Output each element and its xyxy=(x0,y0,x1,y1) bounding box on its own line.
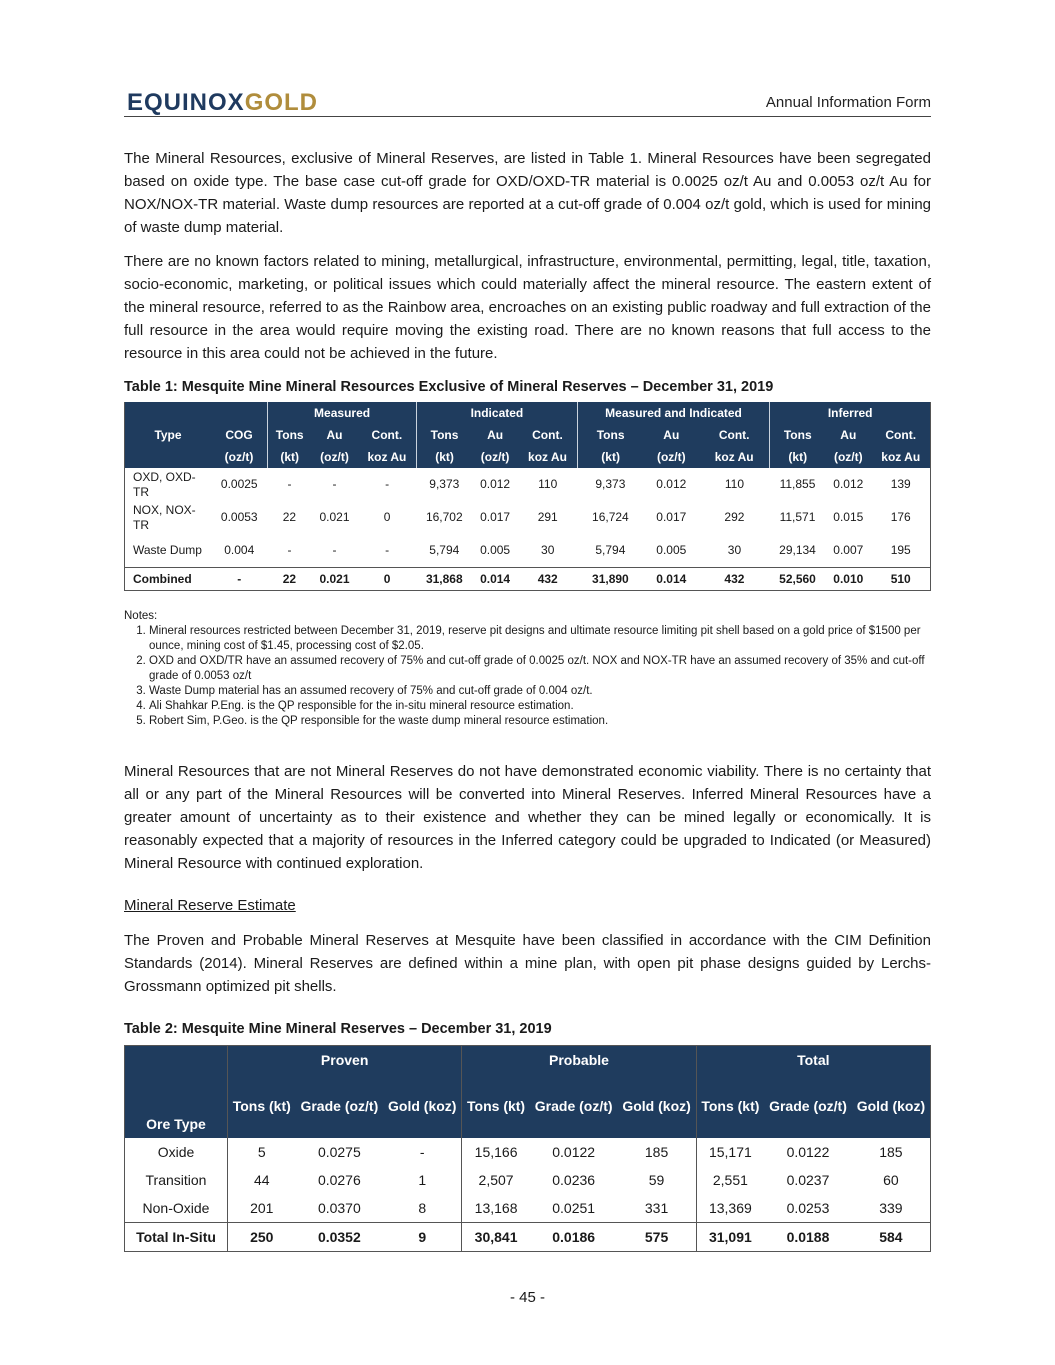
col-unit: (oz/t) xyxy=(472,446,518,468)
paragraph-resources-intro: The Mineral Resources, exclusive of Mineral Reserves, are listed in Table 1. Mineral Resources have been segregated based on oxide type. The base case cut-off grade for OXD/OXD-TR material is 0.0025 oz/t Au and 0.0053 oz/t Au for NOX/NOX-TR material. Waste dump resources are reported at a cut-off grade of 0.004 oz/t gold, which is used for mining of waste dump material. xyxy=(124,150,931,236)
col-unit: (oz/t) xyxy=(644,446,699,468)
table-cell: 0.005 xyxy=(656,543,687,557)
document-title: Annual Information Form xyxy=(765,94,931,111)
table-cell: 0.0122 xyxy=(786,1143,830,1160)
mineral-reserves-table xyxy=(124,1045,931,1252)
table-cell: 60 xyxy=(883,1171,899,1188)
table-row xyxy=(125,468,931,501)
table-row xyxy=(125,501,931,534)
table-cell: 0.0188 xyxy=(764,1222,852,1251)
table-cell: 0.0275 xyxy=(317,1143,361,1160)
col-unit: (oz/t) xyxy=(825,446,871,468)
table-cell: - xyxy=(332,477,337,491)
table-cell: - xyxy=(287,543,292,557)
table-cell: 432 xyxy=(518,568,577,591)
table-cell: 110 xyxy=(724,477,745,491)
col-unit: koz Au xyxy=(699,446,770,468)
group-total: Total xyxy=(696,1046,930,1076)
table-cell: 16,702 xyxy=(425,510,463,524)
paragraph-reserve-classification: The Proven and Probable Mineral Reserves at Mesquite have been classified in accordance with the CIM Definition Standards (2014). Mineral Reserves are defined within a mine plan, with open pit phase designs guided by Lerchs-Grossmann optimized pit shells. xyxy=(124,932,931,995)
equinox-gold-logo: EQUINOXGOLD xyxy=(127,89,319,116)
note-item: 5. Robert Sim, P.Geo. is the QP responsible for the waste dump mineral resource estimation. xyxy=(149,714,931,729)
col-name: Au xyxy=(825,424,871,446)
col-unit: (kt) xyxy=(417,446,472,468)
section-subheading: Mineral Reserve Estimate xyxy=(124,897,296,914)
table2-caption: Table 2: Mesquite Mine Mineral Reserves – December 31, 2019 xyxy=(124,1021,552,1037)
table-cell: 195 xyxy=(890,543,911,557)
note-item: 4. Ali Shahkar P.Eng. is the QP responsible for the in-situ mineral resource estimation. xyxy=(149,699,931,714)
col-unit: koz Au xyxy=(871,446,930,468)
group-proven: Proven xyxy=(228,1046,462,1076)
col-name: Cont. xyxy=(871,424,930,446)
row-type: NOX, NOX-TR xyxy=(133,502,196,532)
table-row xyxy=(125,1166,931,1194)
table-cell: 9,373 xyxy=(429,477,460,491)
table-cell: 0.010 xyxy=(825,568,871,591)
note-item: 1. Mineral resources restricted between December 31, 2019, reserve pit designs and ultimate resource limiting pit shell based on a gold price of $1500 per ounce, mining cost of $1.45, processing cost of $2.05. xyxy=(149,624,931,654)
col-unit: (oz/t) xyxy=(311,446,357,468)
column-header: Grade (oz/t) xyxy=(530,1076,618,1138)
paragraph-resources-caveat: Mineral Resources that are not Mineral Reserves do not have demonstrated economic viability. There is no certainty that all or any part of the Mineral Resources will be converted into Mineral Reserves. Inferred Mineral Resources have a greater amount of uncertainty as to their existence and whether they can be mined legally or economically. It is reasonably expected that a majority of resources in the Inferred category could be upgraded to Indicated (or Measured) Mineral Resource with continued exploration. xyxy=(124,763,931,872)
table-cell: 59 xyxy=(648,1171,665,1188)
col-name: Cont. xyxy=(518,424,577,446)
table-cell: 15,166 xyxy=(462,1138,530,1166)
column-header: Gold (koz) xyxy=(618,1076,697,1138)
table-cell: 0.017 xyxy=(480,510,511,524)
col-name: Tons xyxy=(577,424,643,446)
table-cell: 30,841 xyxy=(462,1222,530,1251)
table-cell: 2,507 xyxy=(462,1166,530,1194)
table-cell: 13,369 xyxy=(696,1194,764,1223)
table-cell: 0.014 xyxy=(644,568,699,591)
paragraph-known-factors: There are no known factors related to mining, metallurgical, infrastructure, environmental, permitting, legal, title, taxation, socio-economic, marketing, or political issues which could materially affect the mineral resource. The eastern extent of the mineral resource, referred to as the Rainbow area, encroaches on an existing public roadway and full extraction of the full resource in the area would require moving the existing road. There are no known reasons that full access to the resource in this area could not be achieved in the future. xyxy=(124,253,931,362)
column-header: Gold (koz) xyxy=(383,1076,462,1138)
table-cell: 432 xyxy=(699,568,770,591)
column-header: Tons (kt) xyxy=(462,1076,530,1138)
table-cell: 0.005 xyxy=(480,543,511,557)
row-type: Non-Oxide xyxy=(142,1199,210,1216)
col-unit: (kt) xyxy=(268,446,312,468)
table-cell: 0.021 xyxy=(319,510,350,524)
table-cell: - xyxy=(385,477,390,491)
table-cell: 0.0025 xyxy=(220,477,258,491)
table-cell: 0.0251 xyxy=(552,1199,596,1216)
row-type: Oxide xyxy=(157,1143,195,1160)
table-cell: 31,868 xyxy=(417,568,472,591)
table-cell: 1 xyxy=(418,1171,427,1188)
table-row xyxy=(125,534,931,568)
note-item: 3. Waste Dump material has an assumed recovery of 75% and cut-off grade of 0.004 oz/t. xyxy=(149,684,931,699)
page-header xyxy=(124,86,931,117)
col-unit: koz Au xyxy=(358,446,417,468)
table-cell: 0.0276 xyxy=(317,1171,361,1188)
col-unit: koz Au xyxy=(518,446,577,468)
group-measured-indicated: Measured and Indicated xyxy=(577,402,770,424)
table-cell: 0.0370 xyxy=(317,1199,361,1216)
table-cell: 15,171 xyxy=(696,1138,764,1166)
table-row xyxy=(125,1194,931,1223)
row-type: Total In-Situ xyxy=(125,1222,228,1251)
column-header: Gold (koz) xyxy=(852,1076,931,1138)
group-probable: Probable xyxy=(462,1046,696,1076)
table-cell: 292 xyxy=(724,510,745,524)
table-cell: 201 xyxy=(228,1194,296,1223)
group-indicated: Indicated xyxy=(417,402,578,424)
table-cell: - xyxy=(332,543,337,557)
table-cell: 584 xyxy=(852,1222,931,1251)
table-cell: 0.0352 xyxy=(296,1222,384,1251)
table-cell: - xyxy=(419,1143,425,1160)
combined-row xyxy=(125,568,931,591)
table-cell: 510 xyxy=(871,568,930,591)
col-name: Cont. xyxy=(358,424,417,446)
table-cell: 0.012 xyxy=(833,477,864,491)
col-unit: (kt) xyxy=(577,446,643,468)
table-cell: 291 xyxy=(537,510,558,524)
table-cell: 31,091 xyxy=(696,1222,764,1251)
table-cell: 0.0186 xyxy=(530,1222,618,1251)
table-cell: 185 xyxy=(644,1143,669,1160)
table-cell: 139 xyxy=(890,477,911,491)
table-cell: - xyxy=(287,477,292,491)
column-header: Tons (kt) xyxy=(696,1076,764,1138)
table1-caption: Table 1: Mesquite Mine Mineral Resources Exclusive of Mineral Reserves – December 31, 2019 xyxy=(124,379,774,395)
table-cell: 0.014 xyxy=(472,568,518,591)
col-name: Au xyxy=(311,424,357,446)
table-cell: 250 xyxy=(228,1222,296,1251)
table-cell: 9 xyxy=(383,1222,462,1251)
note-item: 2. OXD and OXD/TR have an assumed recovery of 75% and cut-off grade of 0.0025 oz/t. NOX and NOX-TR have an assumed recovery of 35% and cut-off grade of 0.0053 oz/t xyxy=(149,654,931,684)
table-cell: - xyxy=(211,568,268,591)
table-cell: 575 xyxy=(618,1222,697,1251)
column-header: Grade (oz/t) xyxy=(764,1076,852,1138)
table-cell: 13,168 xyxy=(462,1194,530,1223)
table-cell: 0 xyxy=(358,568,417,591)
table-cell: 339 xyxy=(879,1199,903,1216)
col-name: Tons xyxy=(417,424,472,446)
table-cell: 0.0053 xyxy=(220,510,258,524)
mineral-resources-table xyxy=(124,402,931,591)
table-cell: 9,373 xyxy=(595,477,626,491)
column-header: Tons (kt) xyxy=(228,1076,296,1138)
table-cell: 2,551 xyxy=(696,1166,764,1194)
table1-notes xyxy=(124,609,931,729)
table-cell: 0.0236 xyxy=(552,1171,596,1188)
ore-type-header: Ore Type xyxy=(125,1046,228,1138)
table-cell: 0.0253 xyxy=(786,1199,830,1216)
table-cell: 16,724 xyxy=(592,510,629,524)
column-header: Grade (oz/t) xyxy=(296,1076,384,1138)
col-name: Tons xyxy=(268,424,312,446)
table-cell: 331 xyxy=(644,1199,669,1216)
table-row xyxy=(125,1138,931,1166)
group-measured: Measured xyxy=(268,402,417,424)
table-cell: 52,560 xyxy=(770,568,825,591)
row-type: Waste Dump xyxy=(133,543,202,557)
table-cell: 22 xyxy=(282,510,297,524)
group-inferred: Inferred xyxy=(770,402,931,424)
cog-unit: (oz/t) xyxy=(211,446,268,468)
table-cell: 0.021 xyxy=(311,568,357,591)
table-cell: 5,794 xyxy=(595,543,626,557)
total-row xyxy=(125,1222,931,1251)
table-cell: 11,571 xyxy=(779,510,816,524)
row-type: Transition xyxy=(145,1171,207,1188)
col-name: Au xyxy=(472,424,518,446)
notes-title: Notes: xyxy=(124,610,158,622)
table-cell: 0.0122 xyxy=(552,1143,596,1160)
table-cell: 5 xyxy=(228,1138,296,1166)
type-header: Type xyxy=(125,402,212,468)
table-cell: 176 xyxy=(890,510,911,524)
row-type: Combined xyxy=(125,568,212,591)
table-cell: 185 xyxy=(879,1143,903,1160)
cog-header: COG xyxy=(211,424,268,446)
table-cell: 5,794 xyxy=(429,543,460,557)
table-cell: 0.007 xyxy=(833,543,864,557)
table-cell: 0.004 xyxy=(224,543,255,557)
page-number: - 45 - xyxy=(509,1289,545,1306)
table-cell: 30 xyxy=(541,543,555,557)
table-cell: 29,134 xyxy=(779,543,816,557)
row-type: OXD, OXD-TR xyxy=(133,469,196,499)
table-cell: 110 xyxy=(538,477,558,491)
table-cell: 30 xyxy=(727,543,742,557)
col-name: Cont. xyxy=(699,424,770,446)
table-cell: 0.017 xyxy=(656,510,687,524)
table-cell: 44 xyxy=(228,1166,296,1194)
table-cell: 31,890 xyxy=(577,568,643,591)
table-cell: 0 xyxy=(383,510,391,524)
col-unit: (kt) xyxy=(770,446,825,468)
table-cell: 11,855 xyxy=(779,477,816,491)
table-cell: - xyxy=(385,543,390,557)
table-cell: 0.015 xyxy=(833,510,864,524)
table-cell: 8 xyxy=(418,1199,427,1216)
table-cell: 0.012 xyxy=(656,477,687,491)
col-name: Tons xyxy=(770,424,825,446)
table-cell: 0.012 xyxy=(480,477,511,491)
col-name: Au xyxy=(644,424,699,446)
table-cell: 22 xyxy=(268,568,312,591)
table-cell: 0.0237 xyxy=(786,1171,830,1188)
